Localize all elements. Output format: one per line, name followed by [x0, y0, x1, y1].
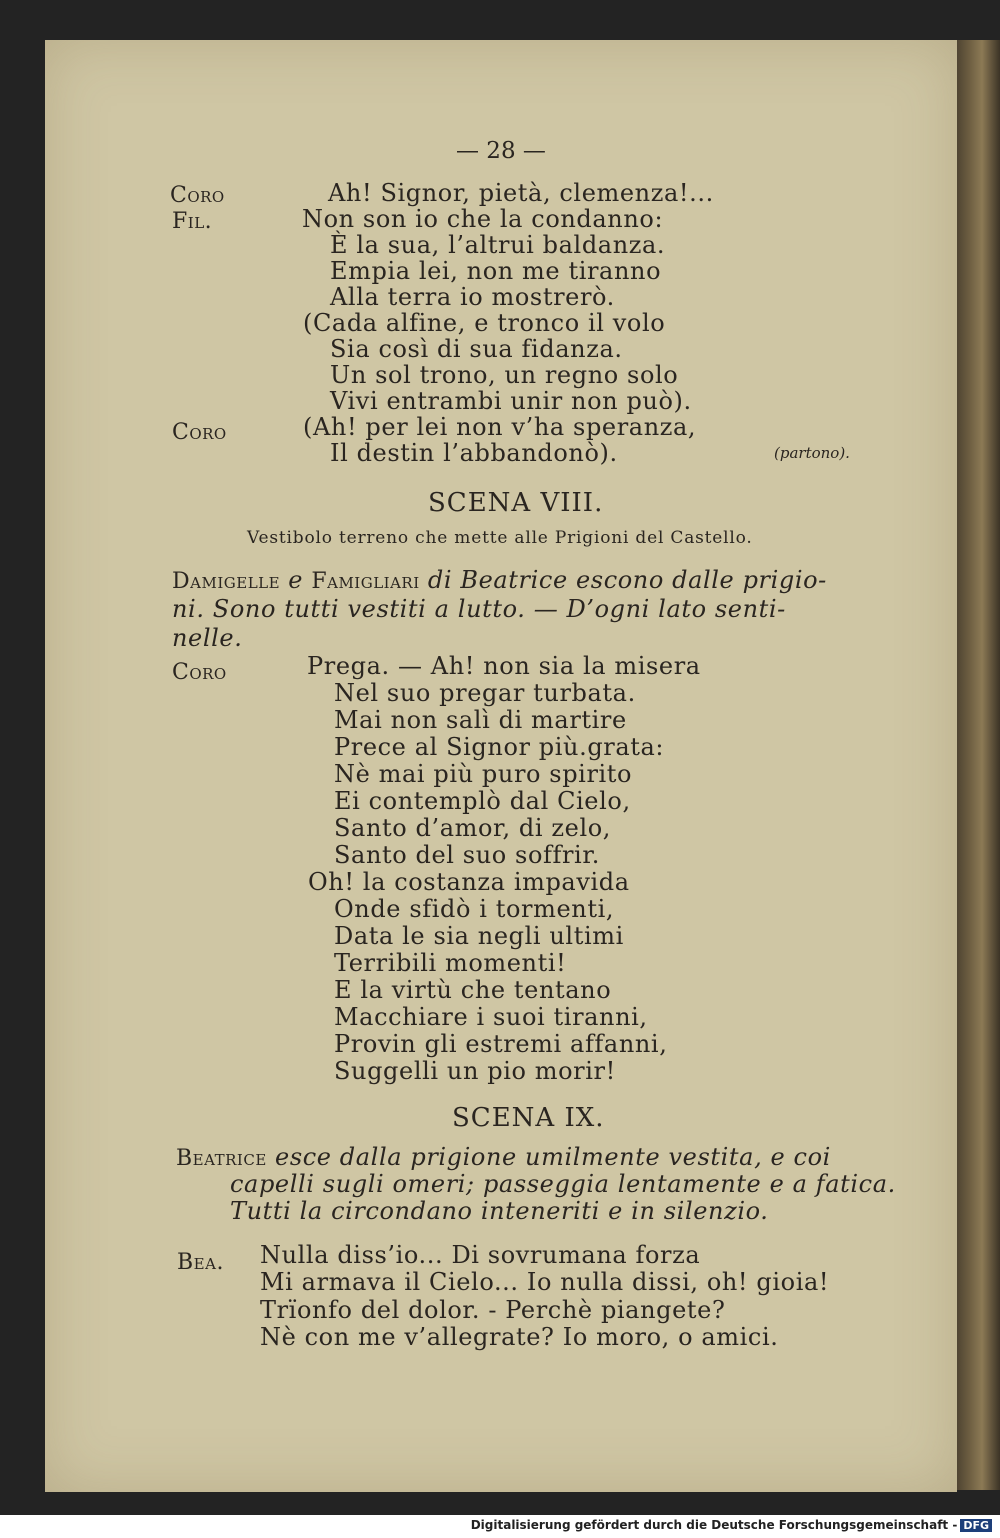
verse-line: Nulla diss’io... Di sovrumana forza [260, 1241, 701, 1269]
verse-line: È la sua, l’altrui baldanza. [330, 231, 666, 259]
verse-line: (Cada alfine, e tronco il volo [303, 309, 666, 337]
stage-direction: Beatrice esce dalla prigione umilmente vestita, e coi [176, 1143, 831, 1171]
verse-line: Un sol trono, un regno solo [330, 361, 679, 389]
dfg-logo-icon: DFG [960, 1519, 992, 1532]
speaker-label: Coro [172, 420, 227, 445]
verse-line: Terribili momenti! [334, 949, 567, 977]
verse-line: Mai non salì di martire [334, 706, 627, 734]
verse-line: Provin gli estremi affanni, [334, 1030, 668, 1058]
speaker-label: Coro [170, 183, 225, 208]
stage-direction: Damigelle e Famigliari di Beatrice escono dalle prigio- [172, 566, 827, 594]
verse-line: Prece al Signor più.grata: [334, 733, 665, 761]
verse-line: Onde sfidò i tormenti, [334, 895, 615, 923]
stage-direction: (partono). [774, 444, 850, 462]
verse-line: Sia così di sua fidanza. [330, 335, 623, 363]
stage-direction: nelle. [172, 624, 243, 652]
verse-line: Il destin l’abbandonò). [330, 439, 618, 467]
verse-line: (Ah! per lei non v’ha speranza, [303, 413, 697, 441]
character-names: Beatrice [176, 1146, 267, 1171]
verse-line: Macchiare i suoi tiranni, [334, 1003, 648, 1031]
verse-line: Nè mai più puro spirito [334, 760, 633, 788]
book-edge [955, 40, 1000, 1490]
character-names: Damigelle [172, 569, 281, 594]
footer-text: Digitalisierung gefördert durch die Deutsche Forschungsgemeinschaft - [470, 1518, 958, 1532]
verse-line: Nè con me v’allegrate? Io moro, o amici. [260, 1323, 779, 1351]
verse-line: Empia lei, non me tiranno [330, 257, 662, 285]
verse-line: Prega. — Ah! non sia la misera [307, 652, 701, 680]
verse-line: Alla terra io mostrerò. [330, 283, 615, 311]
stage-direction: Tutti la circondano inteneriti e in silenzio. [230, 1197, 769, 1225]
character-names: Famigliari [311, 569, 420, 594]
stage-direction: capelli sugli omeri; passeggia lentamente e a fatica. [230, 1170, 896, 1198]
speaker-label: Bea. [177, 1250, 224, 1275]
verse-line: Data le sia negli ultimi [334, 922, 624, 950]
verse-line: Vivi entrambi unir non può). [330, 387, 692, 415]
scene-title: SCENA VIII. [428, 488, 604, 518]
page-number: — 28 — [456, 138, 546, 164]
footer-credit [471, 1518, 992, 1532]
speaker-label: Fil. [172, 209, 213, 234]
scene-title: SCENA IX. [452, 1103, 605, 1133]
scene-setting: Vestibolo terreno che mette alle Prigioni del Castello. [247, 528, 753, 548]
verse-line: Santo d’amor, di zelo, [334, 814, 612, 842]
verse-line: Trïonfo del dolor. - Perchè piangete? [260, 1296, 726, 1324]
verse-line: E la virtù che tentano [334, 976, 612, 1004]
verse-line: Oh! la costanza impavida [308, 868, 630, 896]
verse-line: Non son io che la condanno: [302, 205, 664, 233]
verse-line: Ah! Signor, pietà, clemenza!... [328, 179, 714, 207]
verse-line: Suggelli un pio morir! [334, 1057, 616, 1085]
verse-line: Mi armava il Cielo... Io nulla dissi, oh! gioia! [260, 1268, 830, 1296]
verse-line: Nel suo pregar turbata. [334, 679, 636, 707]
verse-line: Ei contemplò dal Cielo, [334, 787, 631, 815]
verse-line: Santo del suo soffrir. [334, 841, 600, 869]
speaker-label: Coro [172, 660, 227, 685]
stage-direction: ni. Sono tutti vestiti a lutto. — D’ogni lato senti- [172, 595, 786, 623]
